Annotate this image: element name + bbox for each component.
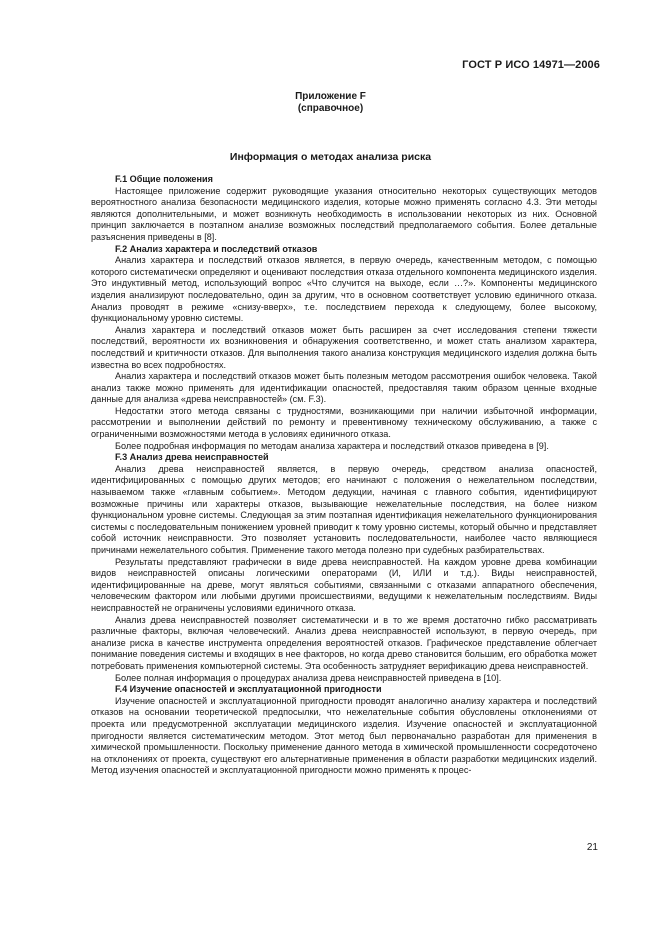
section xyxy=(91,452,597,684)
section-heading: F.2 Анализ характера и последствий отказов xyxy=(115,243,318,254)
paragraph: Результаты представляют графически в виде древа неисправностей. На каждом уровне древа комбинации видов неисправностей описаны логическими операторами (И, ИЛИ и т.д.). Виды неисправностей, идентифицированные на древе, могут являться событиями, связанными с отказами аппаратного обеспечения, человеческим фактором или любыми другими происшествиями, ведущими к нежелательным последствиям. Виды неисправностей не ограничены условиями единичного отказа. xyxy=(91,556,597,613)
main-title: Информация о методах анализа риска xyxy=(229,151,432,163)
paragraph: Более подробная информация по методам анализа характера и последствий отказов приведена в [9]. xyxy=(115,440,549,451)
paragraph: Недостатки этого метода связаны с трудностями, возникающими при наличии избыточной информации, рассмотрении и выполнении действий по ремонту и превентивному техническому обслуживанию, а также с ограниченными возможностями метода в условиях единичного отказа. xyxy=(91,405,597,440)
section-heading: F.1 Общие положения xyxy=(115,174,213,184)
paragraph: Анализ характера и последствий отказов может быть полезным методом рассмотрения ошибок человека. Такой анализ также можно применять для идентификации опасностей, предоставляя таким образом ценные входные данные для анализа «древа неисправностей» (см. F.3). xyxy=(91,371,597,405)
page-number: 21 xyxy=(586,842,598,853)
paragraph: Анализ характера и последствий отказов может быть расширен за счет исследования степени тяжести последствий, вероятности их возникновения и обнаружения соответственно, и может стать анализом характера, последствий и критичности отказов. Для выполнения такого анализа конструкция медицинского изделия должна быть известна во всех подробностях. xyxy=(91,324,597,370)
section xyxy=(91,174,597,244)
paragraph: Изучение опасностей и эксплуатационной пригодности проводят аналогично анализу характера и последствий отказов на основании теоретической предпосылки, что нежелательные события обусловлены отклонениями от проекта или предусмотренной эксплуатации медицинского изделия. Изучение опасностей и эксплуатационной пригодности является систематическим методом. Этот метод был первоначально разработан для применения в химической промышленности. Поскольку применение данного метода в химической промышленности сосредоточено на отклонениях от проекта, существуют его альтернативные применения в области разработки медицинских изделий. Метод изучения опасностей и эксплуатационной пригодности можно применять к процес- xyxy=(91,695,597,776)
annex-heading xyxy=(0,91,661,115)
annex-status: (справочное) xyxy=(297,103,364,114)
section xyxy=(91,244,597,453)
paragraph: Анализ древа неисправностей позволяет систематически и в то же время достаточно гибко рассматривать различные факторы, включая человеческий. Анализ древа неисправностей используют, в первую очередь, при анализе риска в качестве инструмента определения вероятностей отказов. Графическое представление облегчает понимание поведения системы и входящих в нее факторов, но когда древо становится большим, его обработка может потребовать применения компьютерной системы. Эта особенность затрудняет верификацию древа неисправностей. xyxy=(91,614,597,671)
paragraph: Анализ древа неисправностей является, в первую очередь, средством анализа опасностей, идентифицированных с помощью других методов; его начинают с положения о нежелательном последствии, называемом также «главным событием». Методом дедукции, начиная с главного события, идентифицируют возможные причины или характеры отказов, вызывающие нежелательные последствия, на более низком функциональном уровне системы. Следующая за этим поэтапная идентификация нежелательного функционирования системы с последовательным понижением уровней приводит к тому уровню системы, который обычно и представляет собой источник неисправности. Это позволяет установить последовательности, наиболее часто являющиеся причинами нежелательного события. Применение такого метода полезно при судебных разбирательствах. xyxy=(91,463,597,555)
paragraph: Настоящее приложение содержит руководящие указания относительно некоторых существующих методов вероятностного анализа безопасности медицинского изделия, которые можно применять согласно 4.3. Эти методы являются дополнительными, и может возникнуть необходимость в использовании некоторых из них. Основной принцип заключается в поэтапном анализе возможных последствий предполагаемого события. Более детальные разъяснения приведены в [8]. xyxy=(91,185,597,242)
document-body xyxy=(91,174,597,777)
section-heading: F.4 Изучение опасностей и эксплуатационной пригодности xyxy=(115,684,382,695)
paragraph: Более полная информация о процедурах анализа древа неисправностей приведена в [10]. xyxy=(115,672,502,683)
section xyxy=(91,684,597,777)
document-code: ГОСТ Р ИСО 14971—2006 xyxy=(462,59,600,71)
paragraph: Анализ характера и последствий отказов является, в первую очередь, качественным методом, с помощью которого систематически определяют и оценивают последствия отказа отдельного компонента медицинского изделия. Это индуктивный метод, использующий вопрос «Что случится на выходе, если …?». Компоненты медицинского изделия анализируют последовательно, один за другим, что в основном соответствует условию единичного отказа. Анализ проводят в режиме «снизу-вверх», т.е. последствием перехода к следующему, более высокому, функциональному уровню системы. xyxy=(91,255,597,324)
section-heading: F.3 Анализ древа неисправностей xyxy=(115,452,269,463)
annex-title: Приложение F xyxy=(295,91,366,102)
